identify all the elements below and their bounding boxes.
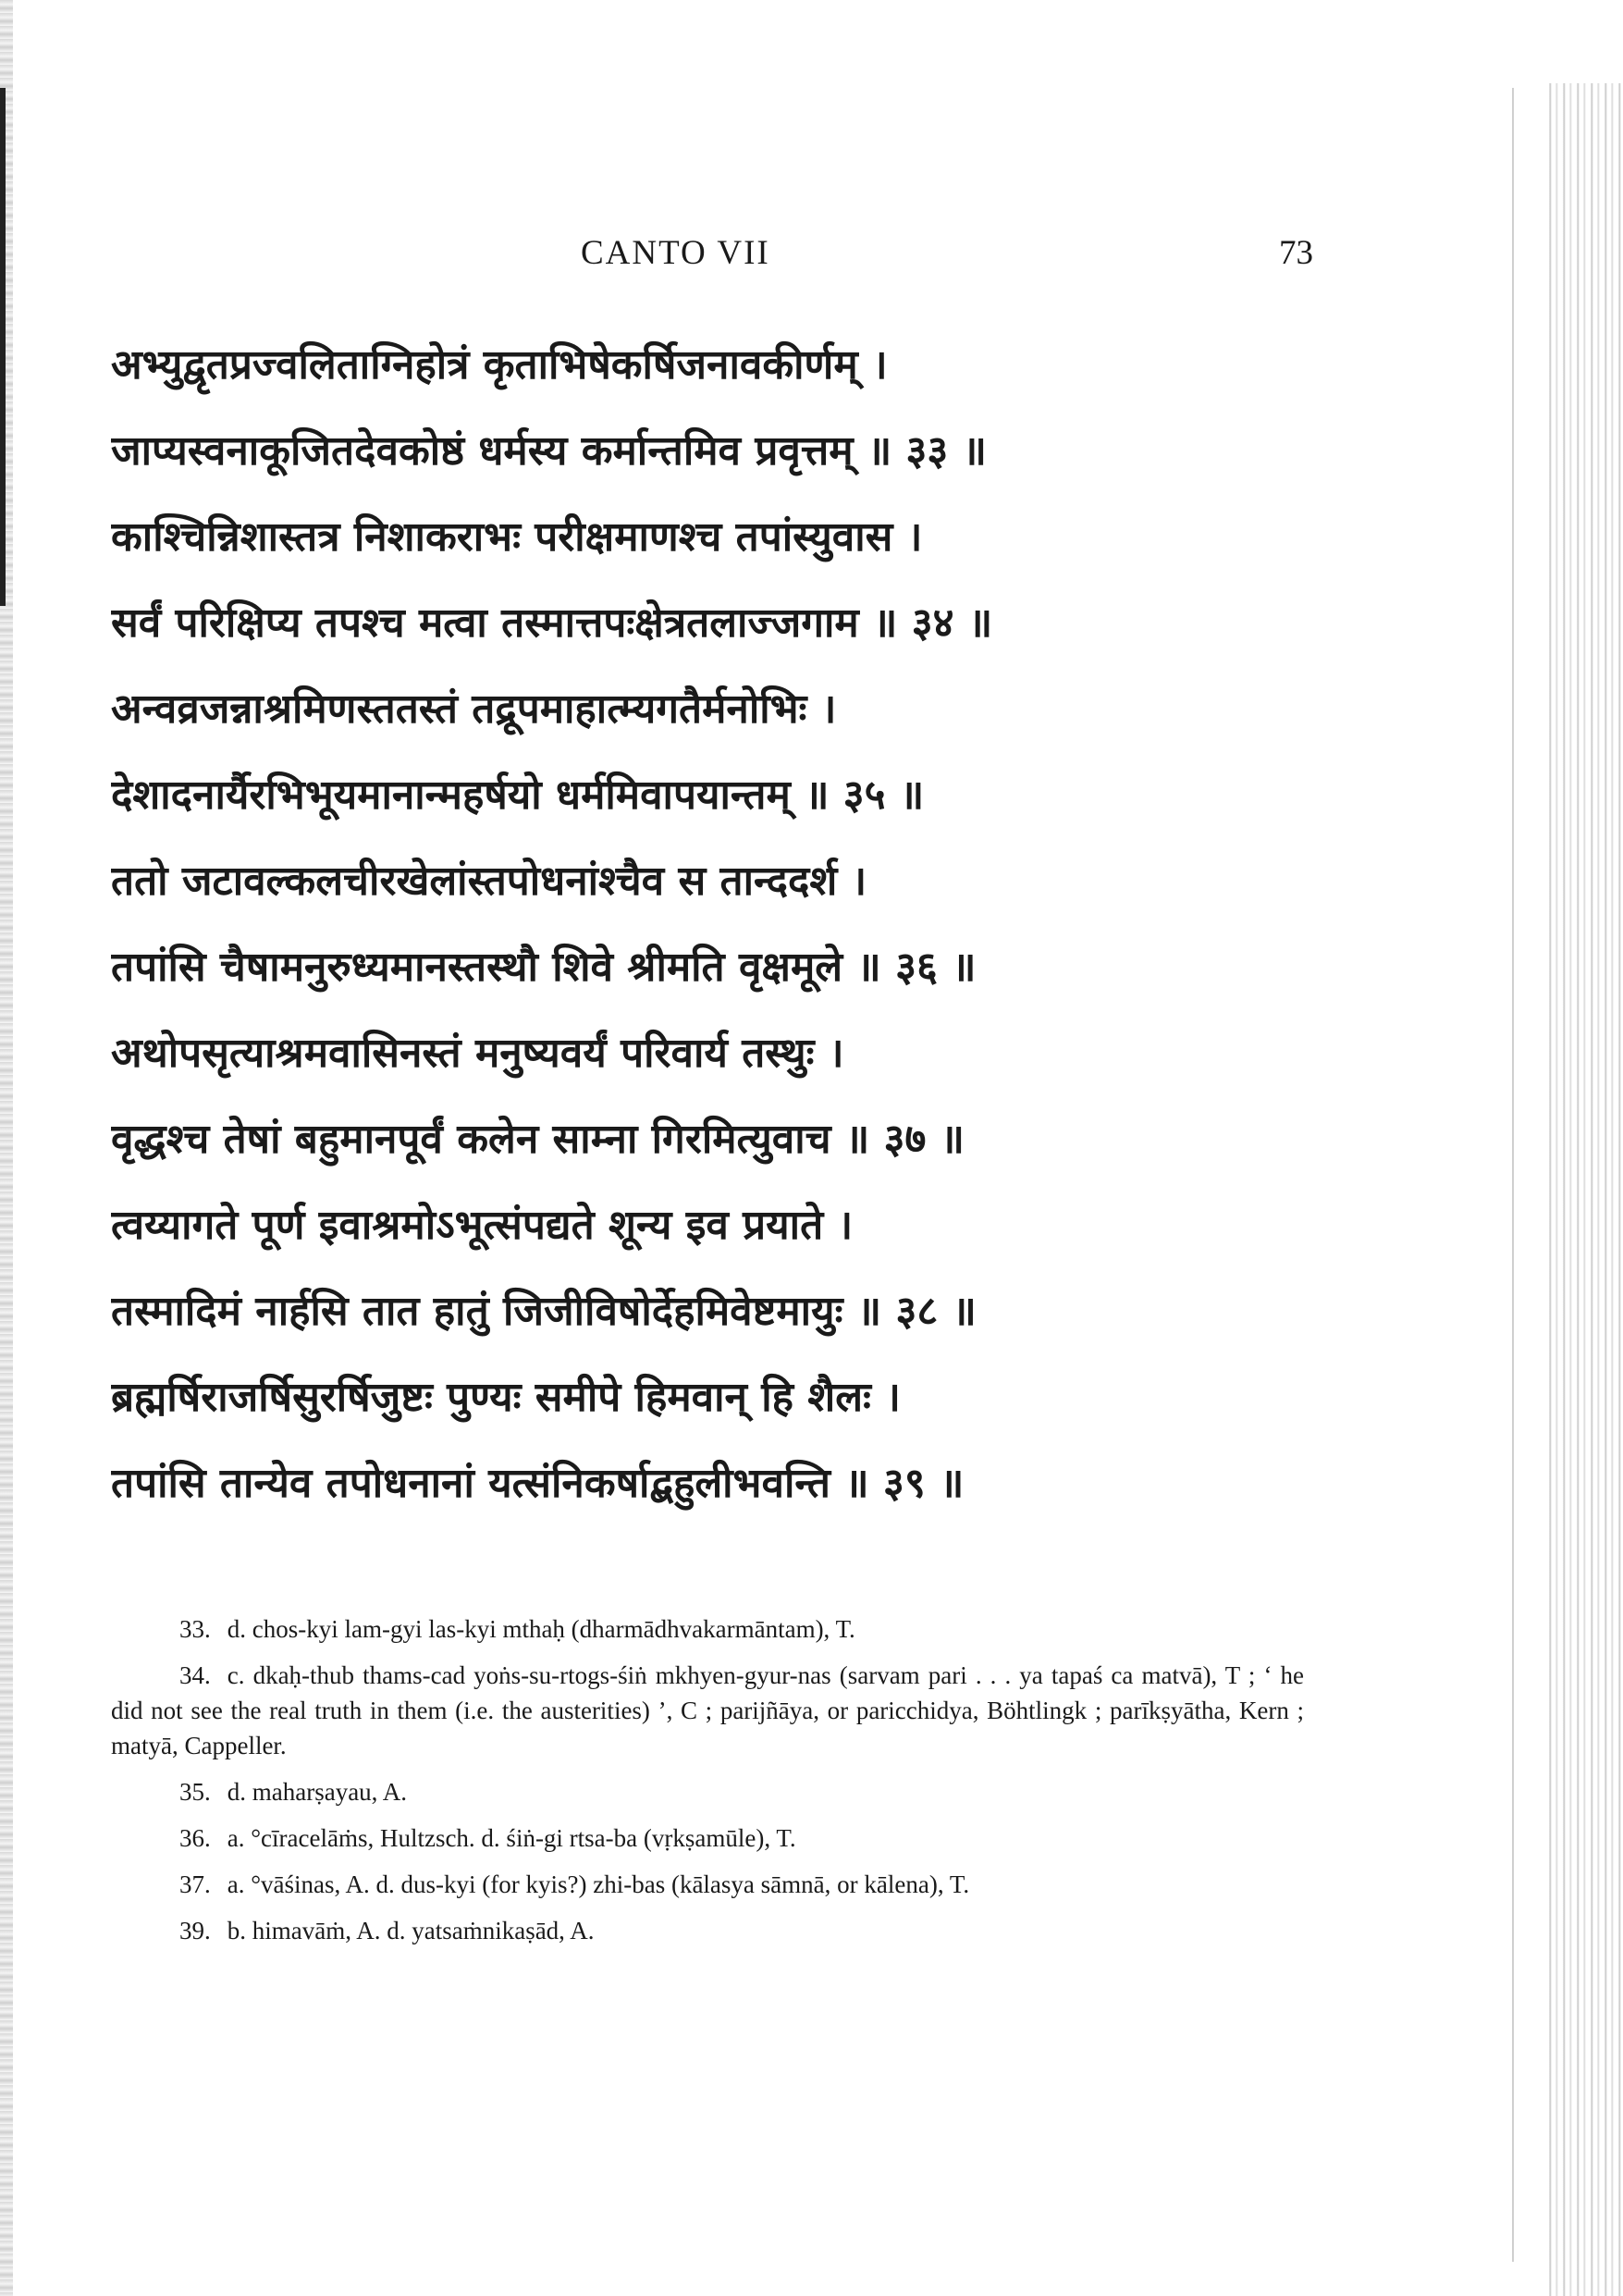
verse-line: देशादनार्यैरभिभूयमानान्महर्षयो धर्ममिवापयान्तम् ॥ ३५ ॥	[111, 772, 925, 819]
verse-line: त्वय्यागते पूर्ण इवाश्रमोऽभूत्संपद्यते शून्य इव प्रयाते ।	[111, 1202, 854, 1249]
verse-line: तस्मादिमं नार्हसि तात हातुं जिजीविषोर्देहमिवेष्टमायुः ॥ ३८ ॥	[111, 1288, 977, 1335]
verse-line: अथोपसृत्याश्रमवासिनस्तं मनुष्यवर्यं परिवार्य तस्थुः ।	[111, 1030, 844, 1077]
scan-gutter-line	[1512, 88, 1514, 2262]
verse-line: ततो जटावल्कलचीरखेलांस्तपोधनांश्चैव स तान्ददर्श ।	[111, 858, 867, 905]
footnote	[111, 1867, 1304, 1902]
scan-gutter	[1544, 83, 1623, 2296]
footnotes	[111, 1611, 1304, 1959]
running-head: CANTO VII	[581, 234, 770, 272]
verse-line: अन्वव्रजन्नाश्रमिणस्ततस्तं तद्रूपमाहात्म्यगतैर्मनोभिः ।	[111, 685, 837, 733]
footnote	[111, 1658, 1304, 1763]
verse-line: तपांसि चैषामनुरुध्यमानस्तस्थौ शिवे श्रीमति वृक्षमूले ॥ ३६ ॥	[111, 944, 977, 991]
footnote-text: d. maharṣayau, A.	[227, 1778, 407, 1806]
verse-line: अभ्युद्वृतप्रज्वलिताग्निहोत्रं कृताभिषेकर्षिजनावकीर्णम् ।	[111, 341, 888, 389]
footnote-text: a. °vāśinas, A. d. dus-kyi (for kyis?) zhi-bas (kālasya sāmnā, or kālena), T.	[227, 1870, 970, 1898]
verse-line: सर्वं परिक्षिप्य तपश्च मत्वा तस्मात्तपःक्षेत्रतलाज्जगाम ॥ ३४ ॥	[111, 599, 993, 647]
footnote-number: 35.	[179, 1778, 211, 1806]
footnote	[111, 1913, 1304, 1948]
footnote-number: 36.	[179, 1824, 211, 1852]
footnote-text: d. chos-kyi lam-gyi las-kyi mthaḥ (dharmādhvakarmāntam), T.	[227, 1615, 855, 1643]
verse-line: काश्चिन्निशास्तत्र निशाकराभः परीक्षमाणश्च तपांस्युवास ।	[111, 513, 923, 561]
footnote-number: 37.	[179, 1870, 211, 1898]
footnote-text: b. himavāṁ, A. d. yatsaṁnikaṣād, A.	[227, 1917, 595, 1944]
footnote-text: a. °cīracelāṁs, Hultzsch. d. śiṅ-gi rtsa-ba (vṛkṣamūle), T.	[227, 1824, 796, 1852]
page-header	[111, 233, 1313, 279]
footnote-text: c. dkaḥ-thub thams-cad yoṅs-su-rtogs-śiṅ mkhyen-gyur-nas (sarvam pari . . . ya tapaś ca matvā), T ; ‘ he did not see the real truth in them (i.e. the austerities) ’, C ; parijñāya, or paricchidya, Böhtlingk ; parīkṣyātha, Kern ; matyā, Cappeller.	[111, 1661, 1304, 1759]
scan-left-shadow	[0, 88, 6, 606]
page-number: 73	[1279, 234, 1313, 272]
footnote	[111, 1821, 1304, 1856]
verse-line: तपांसि तान्येव तपोधनानां यत्संनिकर्षाद्बहुलीभवन्ति ॥ ३९ ॥	[111, 1460, 965, 1507]
verse-line: जाप्यस्वनाकूजितदेवकोष्ठं धर्मस्य कर्मान्तमिव प्रवृत्तम् ॥ ३३ ॥	[111, 427, 987, 475]
footnote	[111, 1611, 1304, 1647]
verse-line: वृद्धश्च तेषां बहुमानपूर्वं कलेन साम्ना गिरमित्युवाच ॥ ३७ ॥	[111, 1116, 965, 1163]
footnote-number: 33.	[179, 1615, 211, 1643]
footnote-number: 34.	[179, 1661, 211, 1689]
footnote-number: 39.	[179, 1917, 211, 1944]
footnote	[111, 1774, 1304, 1809]
verse-line: ब्रह्मर्षिराजर्षिसुरर्षिजुष्टः पुण्यः समीपे हिमवान् हि शैलः ।	[111, 1374, 901, 1421]
verse-block	[111, 322, 1332, 1526]
